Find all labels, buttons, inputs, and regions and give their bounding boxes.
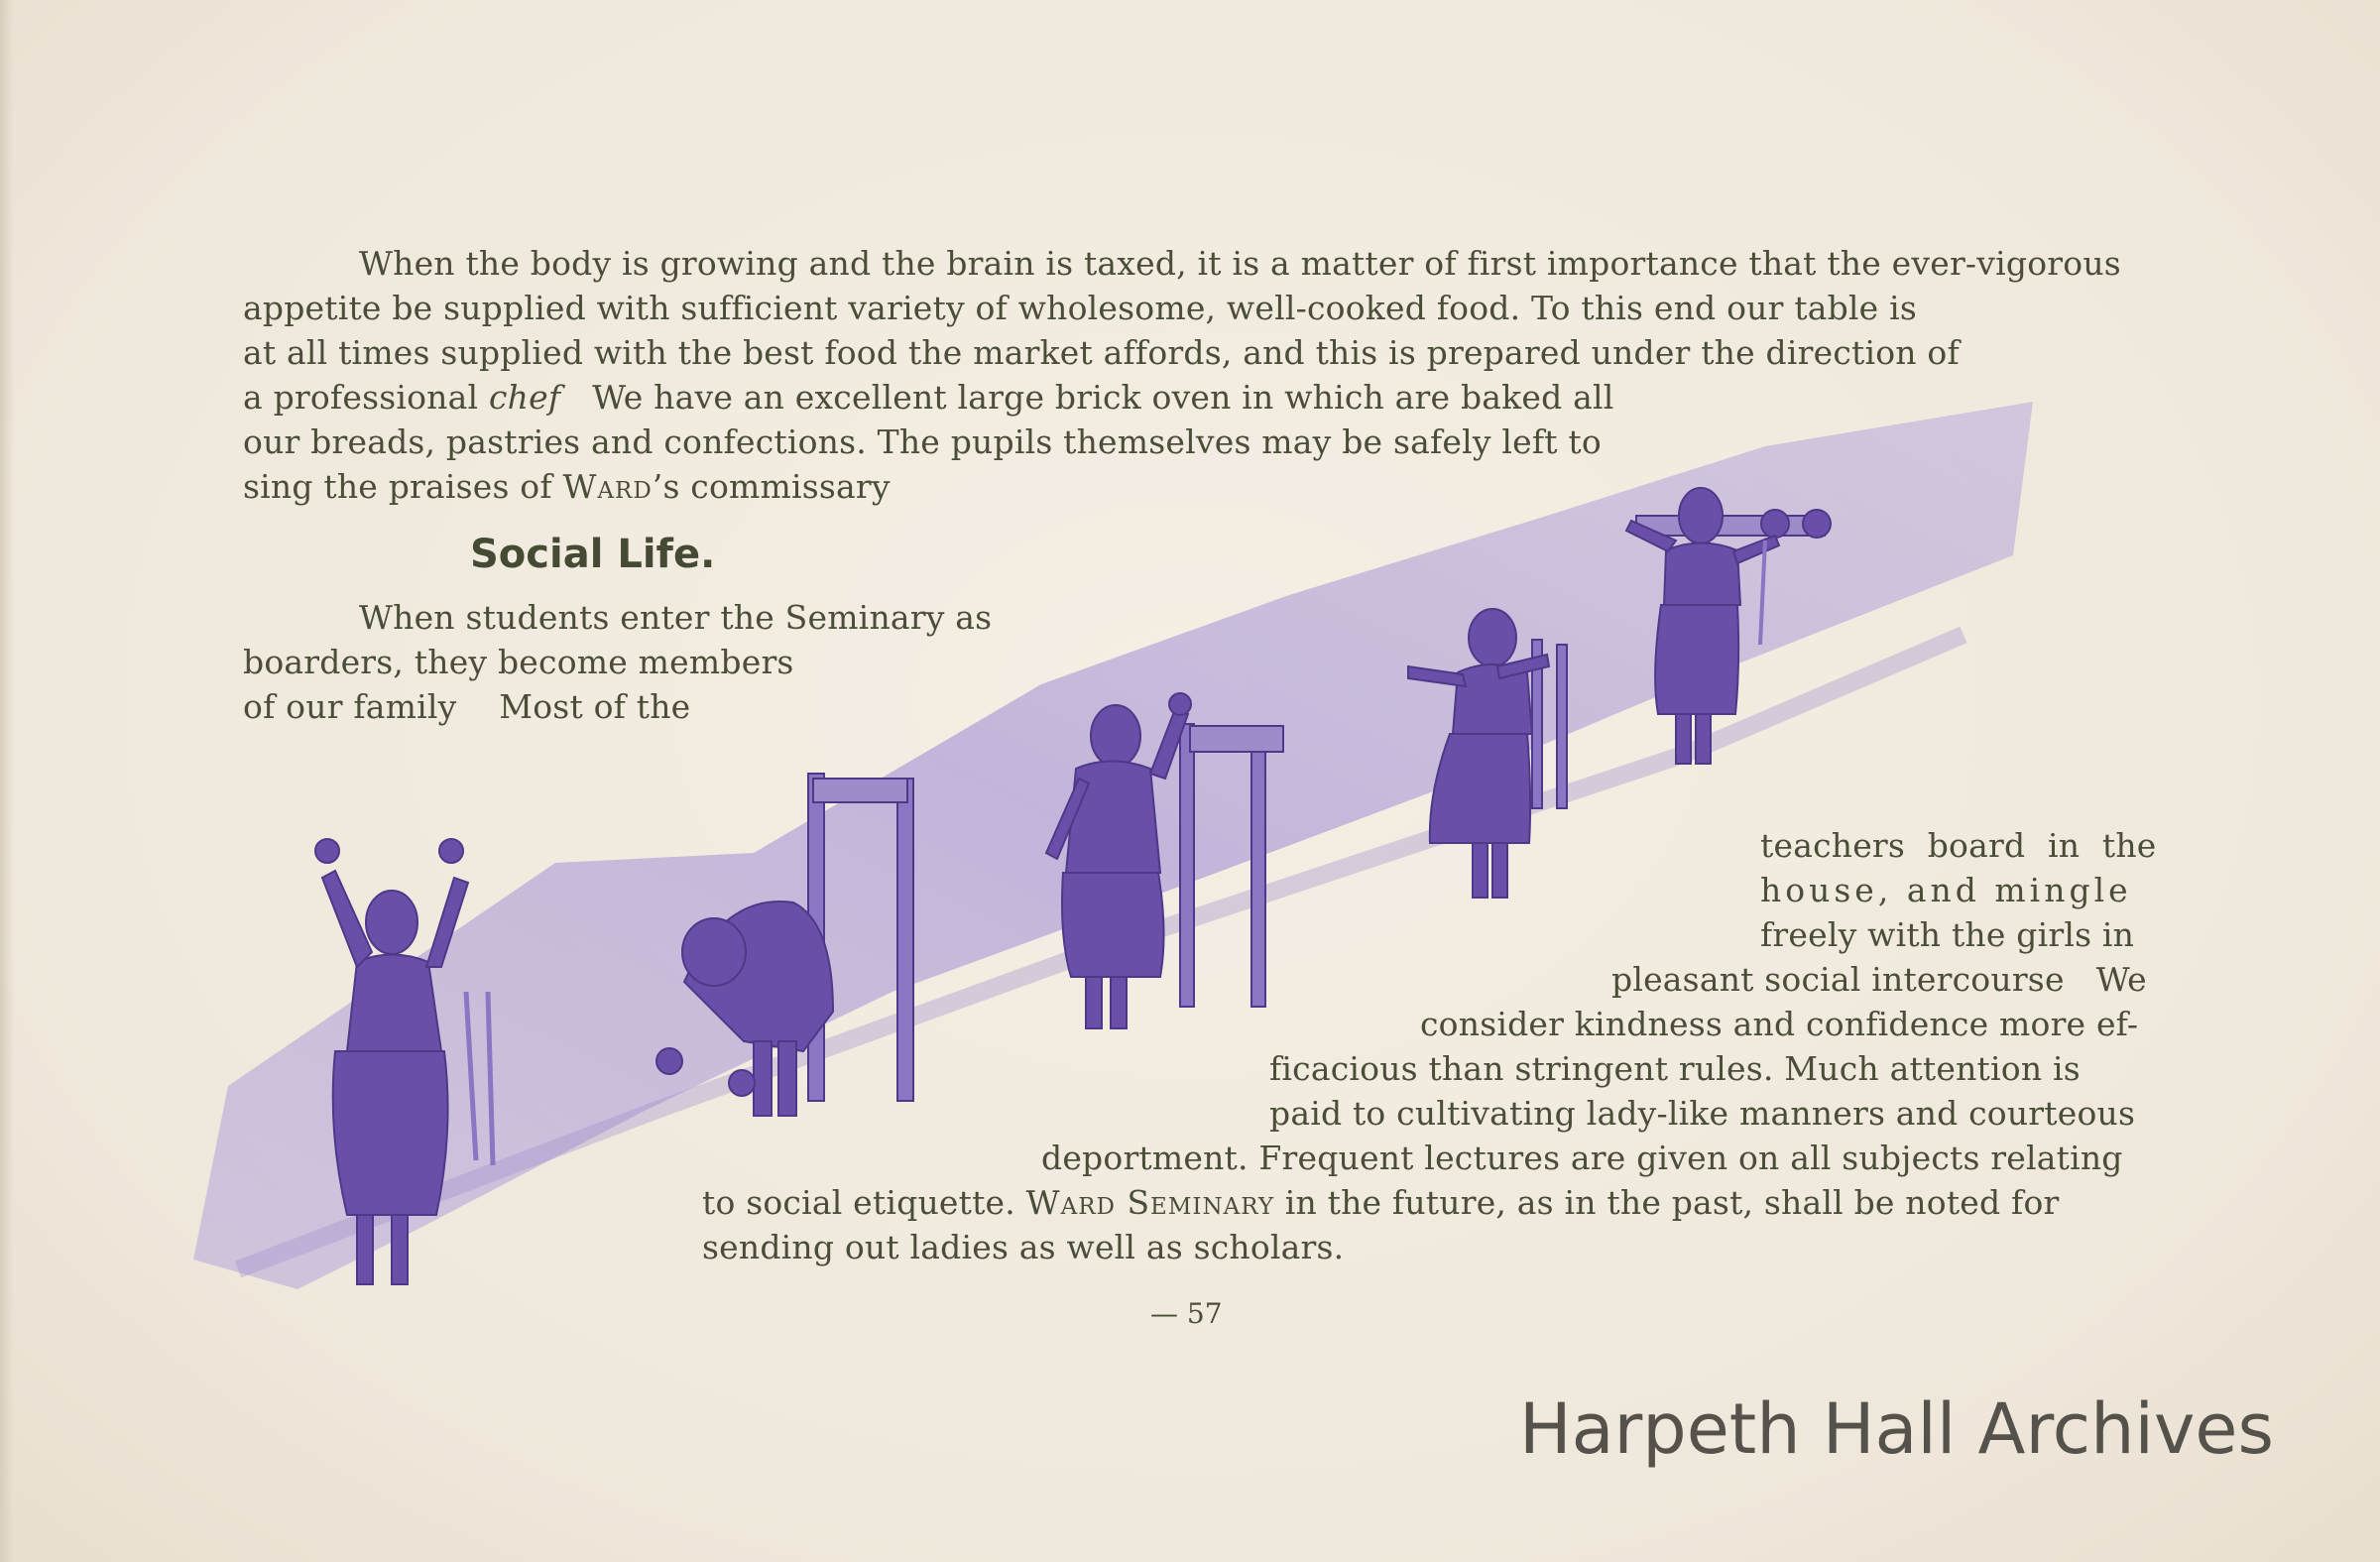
paragraph-1-line-6 xyxy=(243,464,891,509)
paragraph-1-line-2: appetite be supplied with sufficient variety of wholesome, well-cooked food. To this end our table is xyxy=(243,289,1917,327)
paragraph-2-line-1: When students enter the Seminary as xyxy=(359,598,993,637)
paragraph-1-line-4 xyxy=(243,375,1613,420)
section-heading-social-life: Social Life. xyxy=(470,532,716,577)
line-12-end: in the future, as in the past, shall be noted for xyxy=(1274,1183,2060,1222)
paragraph-2-line-9: ficacious than stringent rules. Much attention is xyxy=(1269,1049,2081,1088)
ward-name: Ward xyxy=(562,467,653,506)
line-6-end: ’s commissary xyxy=(652,467,891,506)
paragraph-2-line-7: pleasant social intercourse We xyxy=(1611,960,2147,999)
ward-seminary-name: Ward Seminary xyxy=(1025,1183,1275,1222)
paragraph-1-line-5: our breads, pastries and confections. The pupils themselves may be safely left to xyxy=(243,422,1602,461)
paragraph-2-line-5: house, and mingle xyxy=(1760,871,2132,909)
chef-word: chef xyxy=(488,378,561,417)
archive-watermark: Harpeth Hall Archives xyxy=(1519,1388,2274,1470)
paragraph-2-line-3: of our family Most of the xyxy=(243,687,691,726)
line-12-start: to social etiquette. xyxy=(702,1183,1026,1222)
paragraph-2-line-11: deportment. Frequent lectures are given on all subjects relating xyxy=(1041,1139,2123,1177)
line-4-end: We have an excellent large brick oven in which are baked all xyxy=(560,378,1614,417)
paragraph-1-line-1: When the body is growing and the brain is taxed, it is a matter of first importance that the ever-vigorous xyxy=(359,244,2121,283)
paragraph-2-line-4: teachers board in the xyxy=(1760,826,2157,865)
paragraph-2-line-10: paid to cultivating lady-like manners and courteous xyxy=(1269,1094,2136,1133)
paragraph-2-line-13: sending out ladies as well as scholars. xyxy=(702,1228,1345,1266)
paragraph-2-line-8: consider kindness and confidence more ef- xyxy=(1420,1005,2139,1043)
paragraph-2-line-2: boarders, they become members xyxy=(243,643,794,681)
line-4-start: a professional xyxy=(243,378,489,417)
paragraph-2-line-6: freely with the girls in xyxy=(1760,915,2135,954)
paragraph-1-line-3: at all times supplied with the best food the market affords, and this is prepared under the direction of xyxy=(243,333,1960,372)
line-6-start: sing the praises of xyxy=(243,467,563,506)
page-number: — 57 xyxy=(1150,1297,1223,1330)
paragraph-2-line-12 xyxy=(702,1180,2060,1225)
